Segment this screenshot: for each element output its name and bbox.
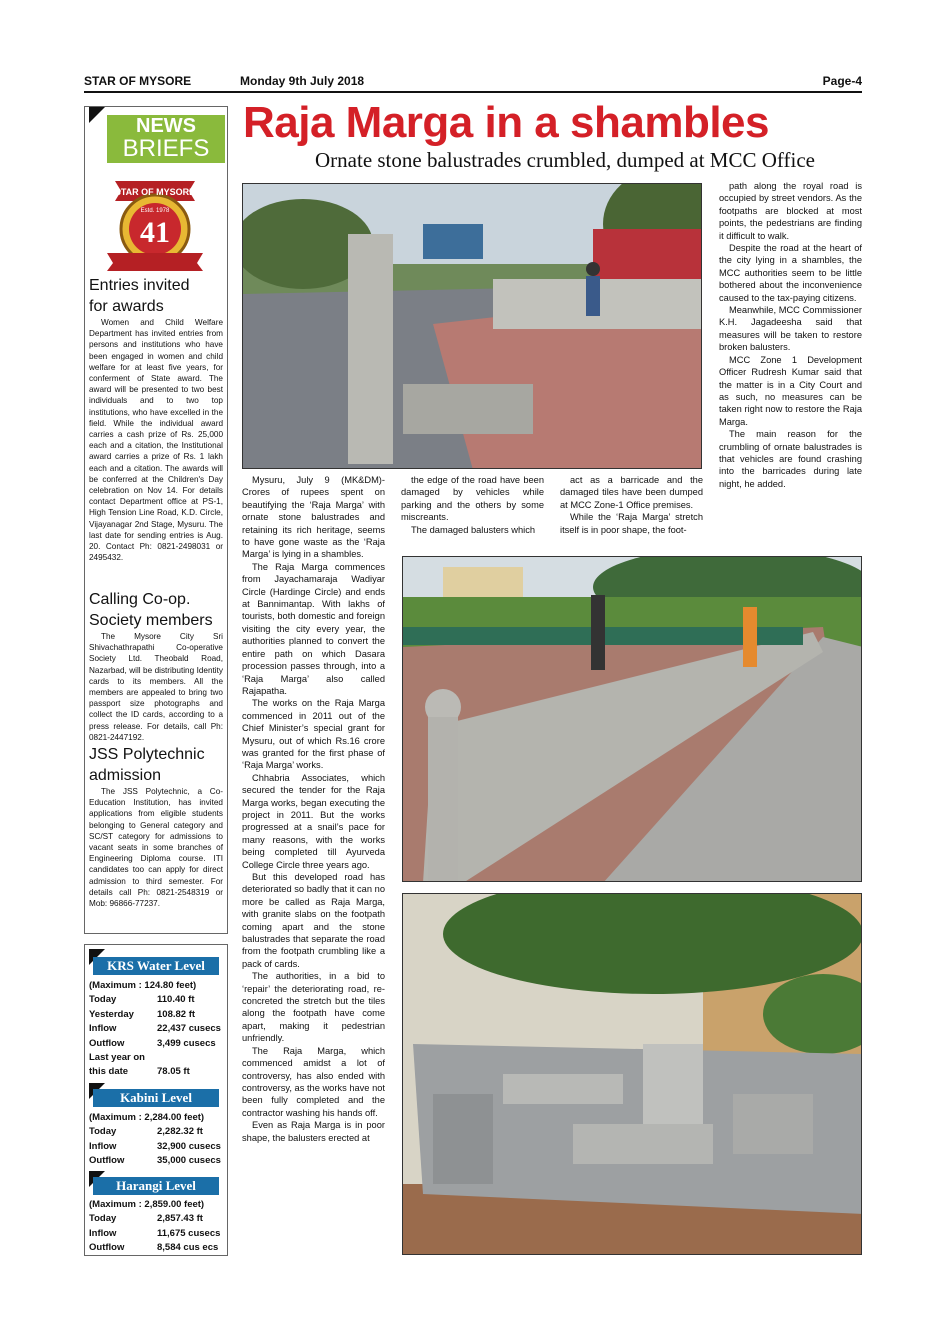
article-paragraph: path along the royal road is occupied by street vendors. As the footpaths are blocked at most points, the pedestrians are finding it difficult to walk. <box>719 181 862 241</box>
water-level-value: 2,857.43 ft <box>157 1213 203 1225</box>
water-level-value: 78.05 ft <box>157 1066 190 1078</box>
article-paragraph: The damaged balusters which <box>411 524 536 535</box>
briefs-title-line2: BRIEFS <box>122 135 210 162</box>
article-paragraph: The Raja Marga, which commenced amidst a lot of controversy, has also ended with controversy, as the works have not been fully completed and the contractor washing his hands off. <box>242 1045 385 1118</box>
water-levels-box <box>84 944 228 1256</box>
brief-heading: Calling Co-op. Society members <box>89 591 213 629</box>
water-level-label: Outflow <box>89 1155 125 1167</box>
water-level-value: 2,282.32 ft <box>157 1126 203 1138</box>
article-paragraph: Mysuru, July 9 (MK&DM)- Crores of rupees spent on beautifying the ‘Raja Marga’ with ornate stone balustrades and retaining its rich heritage, seems to have gone waste as the ‘Raja Marga’ is lying in a shambles. <box>242 475 385 560</box>
article-paragraph: Despite the road at the heart of the city lying in a shambles, the MCC authorities seem to be little bothered about the inconvenience caused to the tax-paying citizens. <box>719 243 862 303</box>
brief-awards <box>89 275 223 563</box>
water-level-label: Yesterday <box>89 1008 134 1020</box>
brief-heading: JSS Polytechnic admission <box>89 746 205 784</box>
header-rule <box>84 91 862 93</box>
photo-broken-balustrade <box>242 183 702 469</box>
water-level-value: 32,900 cusecs <box>157 1140 221 1152</box>
water-level-row <box>89 979 225 993</box>
water-level-row <box>89 1154 225 1168</box>
anniversary-logo <box>93 167 217 273</box>
photo-footpath <box>402 556 862 882</box>
article-paragraph: While the ‘Raja Marga’ stretch itself is in poor shape, the foot- <box>560 512 703 535</box>
water-level-row <box>89 1008 225 1022</box>
krs-title: KRS Water Level <box>93 957 219 975</box>
logo-number: 41 <box>140 216 170 249</box>
kabini-title: Kabini Level <box>93 1089 219 1107</box>
logo-estd: Estd. 1978 <box>140 208 170 214</box>
article-paragraph: the edge of the road have been damaged by vehicles while parking and the others by some miscreants. <box>401 475 544 523</box>
water-level-label: Outflow <box>89 1037 125 1049</box>
water-level-row <box>89 1125 225 1139</box>
water-level-row <box>89 1227 225 1241</box>
brief-jss <box>89 744 223 909</box>
logo-text: STAR OF MYSORE <box>114 187 196 197</box>
page-number: Page-4 <box>822 74 862 88</box>
article-paragraph: The works on the Raja Marga commenced in 2011 out of the Chief Minister’s special grant for Mysuru, out of which Rs.16 crore was granted for the first phase of ‘Raja Marga’ works. <box>242 698 385 771</box>
article-paragraph: The main reason for the crumbling of ornate balustrades is that vehicles are found crashing into the barricades during late night, he added. <box>719 429 862 489</box>
water-level-value: 108.82 ft <box>157 1008 196 1020</box>
water-level-label: Outflow <box>89 1242 125 1254</box>
article-paragraph: act as a barricade and the damaged tiles have been dumped at MCC Zone-1 Office premises. <box>560 475 703 510</box>
water-level-value: 3,499 cusecs <box>157 1037 216 1049</box>
briefs-title-line1: NEWS <box>136 115 196 137</box>
article-column-3 <box>560 474 703 536</box>
article-paragraph: Meanwhile, MCC Commissioner K.H. Jagadeesha said that measures will be taken to restore broken balusters. <box>719 305 862 353</box>
water-level-row <box>89 1241 225 1255</box>
brief-heading: Entries invited for awards <box>89 277 190 315</box>
news-briefs-box <box>84 106 228 934</box>
water-level-value: 35,000 cusecs <box>157 1155 221 1167</box>
water-level-label: Inflow <box>89 1140 117 1152</box>
issue-date: Monday 9th July 2018 <box>240 74 365 88</box>
water-level-label: (Maximum : 124.80 feet) <box>89 980 197 991</box>
brief-body: Women and Child Welfare Department has invited entries from persons and institutions who have been engaged in women and child welfare for at least five years, for conferment of State award. The award will be presented to two best individuals and to two top institutions, who have excelled in the field. While the individual award carries a cash prize of Rs. 25,000 each and a citation, the Institutional award carries a prize of Rs. 1 lakh each and a citation. The awards will be conferred at the Children's Day celebration on Nov 14. For details contact Department office at PS-1, High Tension Line Road, K.D. Circle, Vijayanagar 2nd Stage, Mysuru. The last date for sending entries is Aug. 20. Contact Ph: 0821-2498031 or 2495432. <box>89 318 223 563</box>
brief-coop <box>89 589 223 743</box>
paper-name: STAR OF MYSORE <box>84 74 192 88</box>
water-level-label: this date <box>89 1066 129 1078</box>
water-level-row <box>89 1212 225 1226</box>
water-level-label: (Maximum : 2,284.00 feet) <box>89 1112 205 1123</box>
article-column-2 <box>401 474 544 536</box>
water-level-value: 11,675 cusecs <box>157 1227 221 1239</box>
water-level-label: Inflow <box>89 1023 117 1035</box>
water-level-value: 8,584 cus ecs <box>157 1242 219 1254</box>
water-level-row <box>89 1198 225 1212</box>
headline: Raja Marga in a shambles <box>243 98 769 147</box>
corner-marker <box>89 107 105 123</box>
article-paragraph: But this developed road has deteriorated so badly that it can no more be called as Raja Marga, with granite slabs on the footpath coming apart and the stone balustrades that separate the road from the footpath crumbling like a pack of cards. <box>242 872 385 969</box>
article-paragraph: MCC Zone 1 Development Officer Rudresh Kumar said that the matter is in a City Court and as such, no measures can be taken right now to restore the Raja Marga. <box>719 354 862 427</box>
water-level-label: Today <box>89 994 117 1006</box>
water-level-row <box>89 1140 225 1154</box>
article-paragraph: The Raja Marga commences from Jayachamaraja Wadiyar Circle (Hardinge Circle) and ends at Bannimantap. With lakhs of tourists, both domestic and foreign visiting the city every year, the authorities planned to convert the entire path on which Dasara procession passes through, into a ‘Raja Marga’ also called Rajapatha. <box>242 561 385 696</box>
brief-body: The JSS Polytechnic, a Co-Education Institution, has invited applications from eligible students belonging to General category and SC/ST category for admissions to vacant seats in some branches of Engineering Diploma course. ITI candidates too can apply for direct admission to third semester. For details call Ph: 0821-2548319 or Mob: 96866-77237. <box>89 787 223 909</box>
brief-body: The Mysore City Sri Shivachathrapathi Co-operative Society Ltd. Theobald Road, Nazarbad, will be distributing Identity cards to its members. All the members are appealed to bring two passport size photographs and collect the ID cards, according to a press release. For details, call Ph: 0821-2447192. <box>89 632 223 742</box>
water-level-value: 110.40 ft <box>157 994 195 1006</box>
water-level-label: (Maximum : 2,859.00 feet) <box>89 1199 205 1210</box>
news-briefs-title <box>107 115 225 163</box>
water-level-row <box>89 1051 225 1065</box>
water-level-row <box>89 1022 225 1036</box>
water-level-value: 22,437 cusecs <box>157 1023 221 1035</box>
article-paragraph: Chhabria Associates, which secured the tender for the Raja Marga works, began executing the project in 2011. But the works progressed at a snail’s pace for many reasons, with the works being completed till Ayurveda College Circle three years ago. <box>242 772 385 870</box>
subheadline: Ornate stone balustrades crumbled, dumped at MCC Office <box>315 148 815 172</box>
article-column-1 <box>242 474 385 1144</box>
article-column-4 <box>719 180 862 490</box>
harangi-title: Harangi Level <box>93 1177 219 1195</box>
water-level-label: Today <box>89 1126 117 1138</box>
photo-dumped-balusters <box>402 893 862 1255</box>
article-paragraph: The authorities, in a bid to ‘repair’ the deteriorating road, re-concreted the stretch but the tiles along the footpath have come apart, making it pedestrian unfriendly. <box>242 971 385 1044</box>
water-level-label: Inflow <box>89 1227 117 1239</box>
water-level-label: Today <box>89 1213 117 1225</box>
water-level-row <box>89 993 225 1007</box>
water-level-row <box>89 1037 225 1051</box>
article-paragraph: Even as Raja Marga is in poor shape, the balusters erected at <box>242 1120 385 1143</box>
water-level-label: Last year on <box>89 1052 145 1063</box>
water-level-row <box>89 1111 225 1125</box>
water-level-row <box>89 1065 225 1079</box>
